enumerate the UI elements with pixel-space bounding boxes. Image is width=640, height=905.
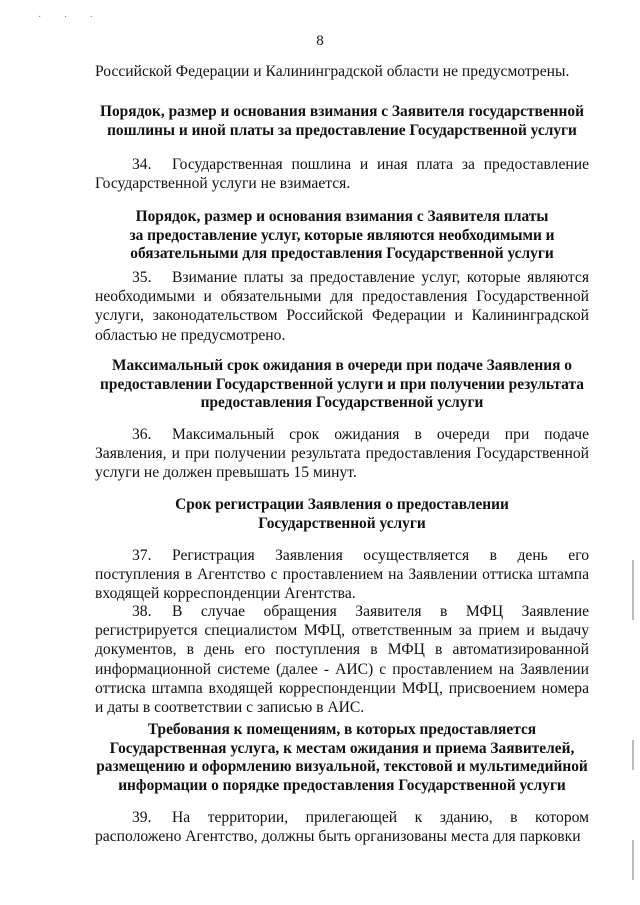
scan-edge-mark [632, 560, 634, 620]
paragraph-text: Взимание платы за предоставление услуг, которые являются необходимыми и обязательными для предоставления Государственной услуги, законодательством Российской Федерации и Калининградской областью не предусмотрено. [95, 269, 589, 344]
section-heading: Максимальный срок ожидания в очереди при подаче Заявления о предоставлении Государственной услуги и при получении результата предоставления Государственной услуги [100, 357, 584, 412]
section-heading: Порядок, размер и основания взимания с Заявителя государственной пошлины и иной платы за предоставление Государственной услуги [100, 103, 584, 139]
paragraph-39 [95, 808, 589, 846]
paragraph-text: Государственная пошлина и иная плата за предоставление Государственной услуги не взимается. [95, 156, 589, 193]
paragraph-number: 38. [132, 603, 152, 620]
scan-specks: · · · [38, 12, 103, 23]
section-heading: Требования к помещениям, в которых предоставляется Государственная услуга, к местам ожидания и приема Заявителей, размещению и оформлению визуальной, текстовой и мультимедийной информации о порядке предоставления Государственной услуги [96, 721, 588, 794]
paragraph-37 [95, 546, 589, 604]
paragraph-text: Регистрация Заявления осуществляется в день его поступления в Агентство с проставлением на Заявлении оттиска штампа входящей корреспонденции Агентства. [95, 547, 589, 603]
paragraph-34 [95, 155, 589, 193]
paragraph-text: Максимальный срок ожидания в очереди при подаче Заявления, и при получении результата предоставления Государственной услуги не должен превышать 15 минут. [95, 426, 589, 482]
paragraph-number: 34. [132, 156, 152, 173]
section-heading: Срок регистрации Заявления о предоставлении Государственной услуги [175, 496, 509, 532]
section-heading: Порядок, размер и основания взимания с Заявителя платы за предоставление услуг, которые являются необходимыми и обязательными для предоставления Государственной услуги [129, 208, 555, 263]
paragraph-36 [95, 425, 589, 483]
paragraph-text: В случае обращения Заявителя в МФЦ Заявление регистрируется специалистом МФЦ, ответственным за прием и выдачу документов, в день его поступления в МФЦ в автоматизированной информационной системе (далее - АИС) с проставлением на Заявлении оттиска штампа входящей корреспонденции МФЦ, присвоением номера и даты в соответствии с записью в АИС. [95, 603, 589, 717]
page-number: 8 [316, 33, 324, 49]
scan-edge-mark [632, 740, 634, 770]
paragraph-number: 35. [132, 269, 152, 286]
paragraph-number: 36. [132, 426, 152, 443]
paragraph-number: 39. [132, 809, 152, 826]
paragraph-text: На территории, прилегающей к зданию, в котором расположено Агентство, должны быть организованы места для парковки [95, 809, 589, 846]
paragraph-number: 37. [132, 547, 152, 564]
lead-line: Российской Федерации и Калининградской области не предусмотрены. [95, 63, 570, 80]
scan-edge-mark [632, 840, 634, 880]
paragraph-38 [95, 602, 589, 717]
paragraph-35 [95, 268, 589, 345]
